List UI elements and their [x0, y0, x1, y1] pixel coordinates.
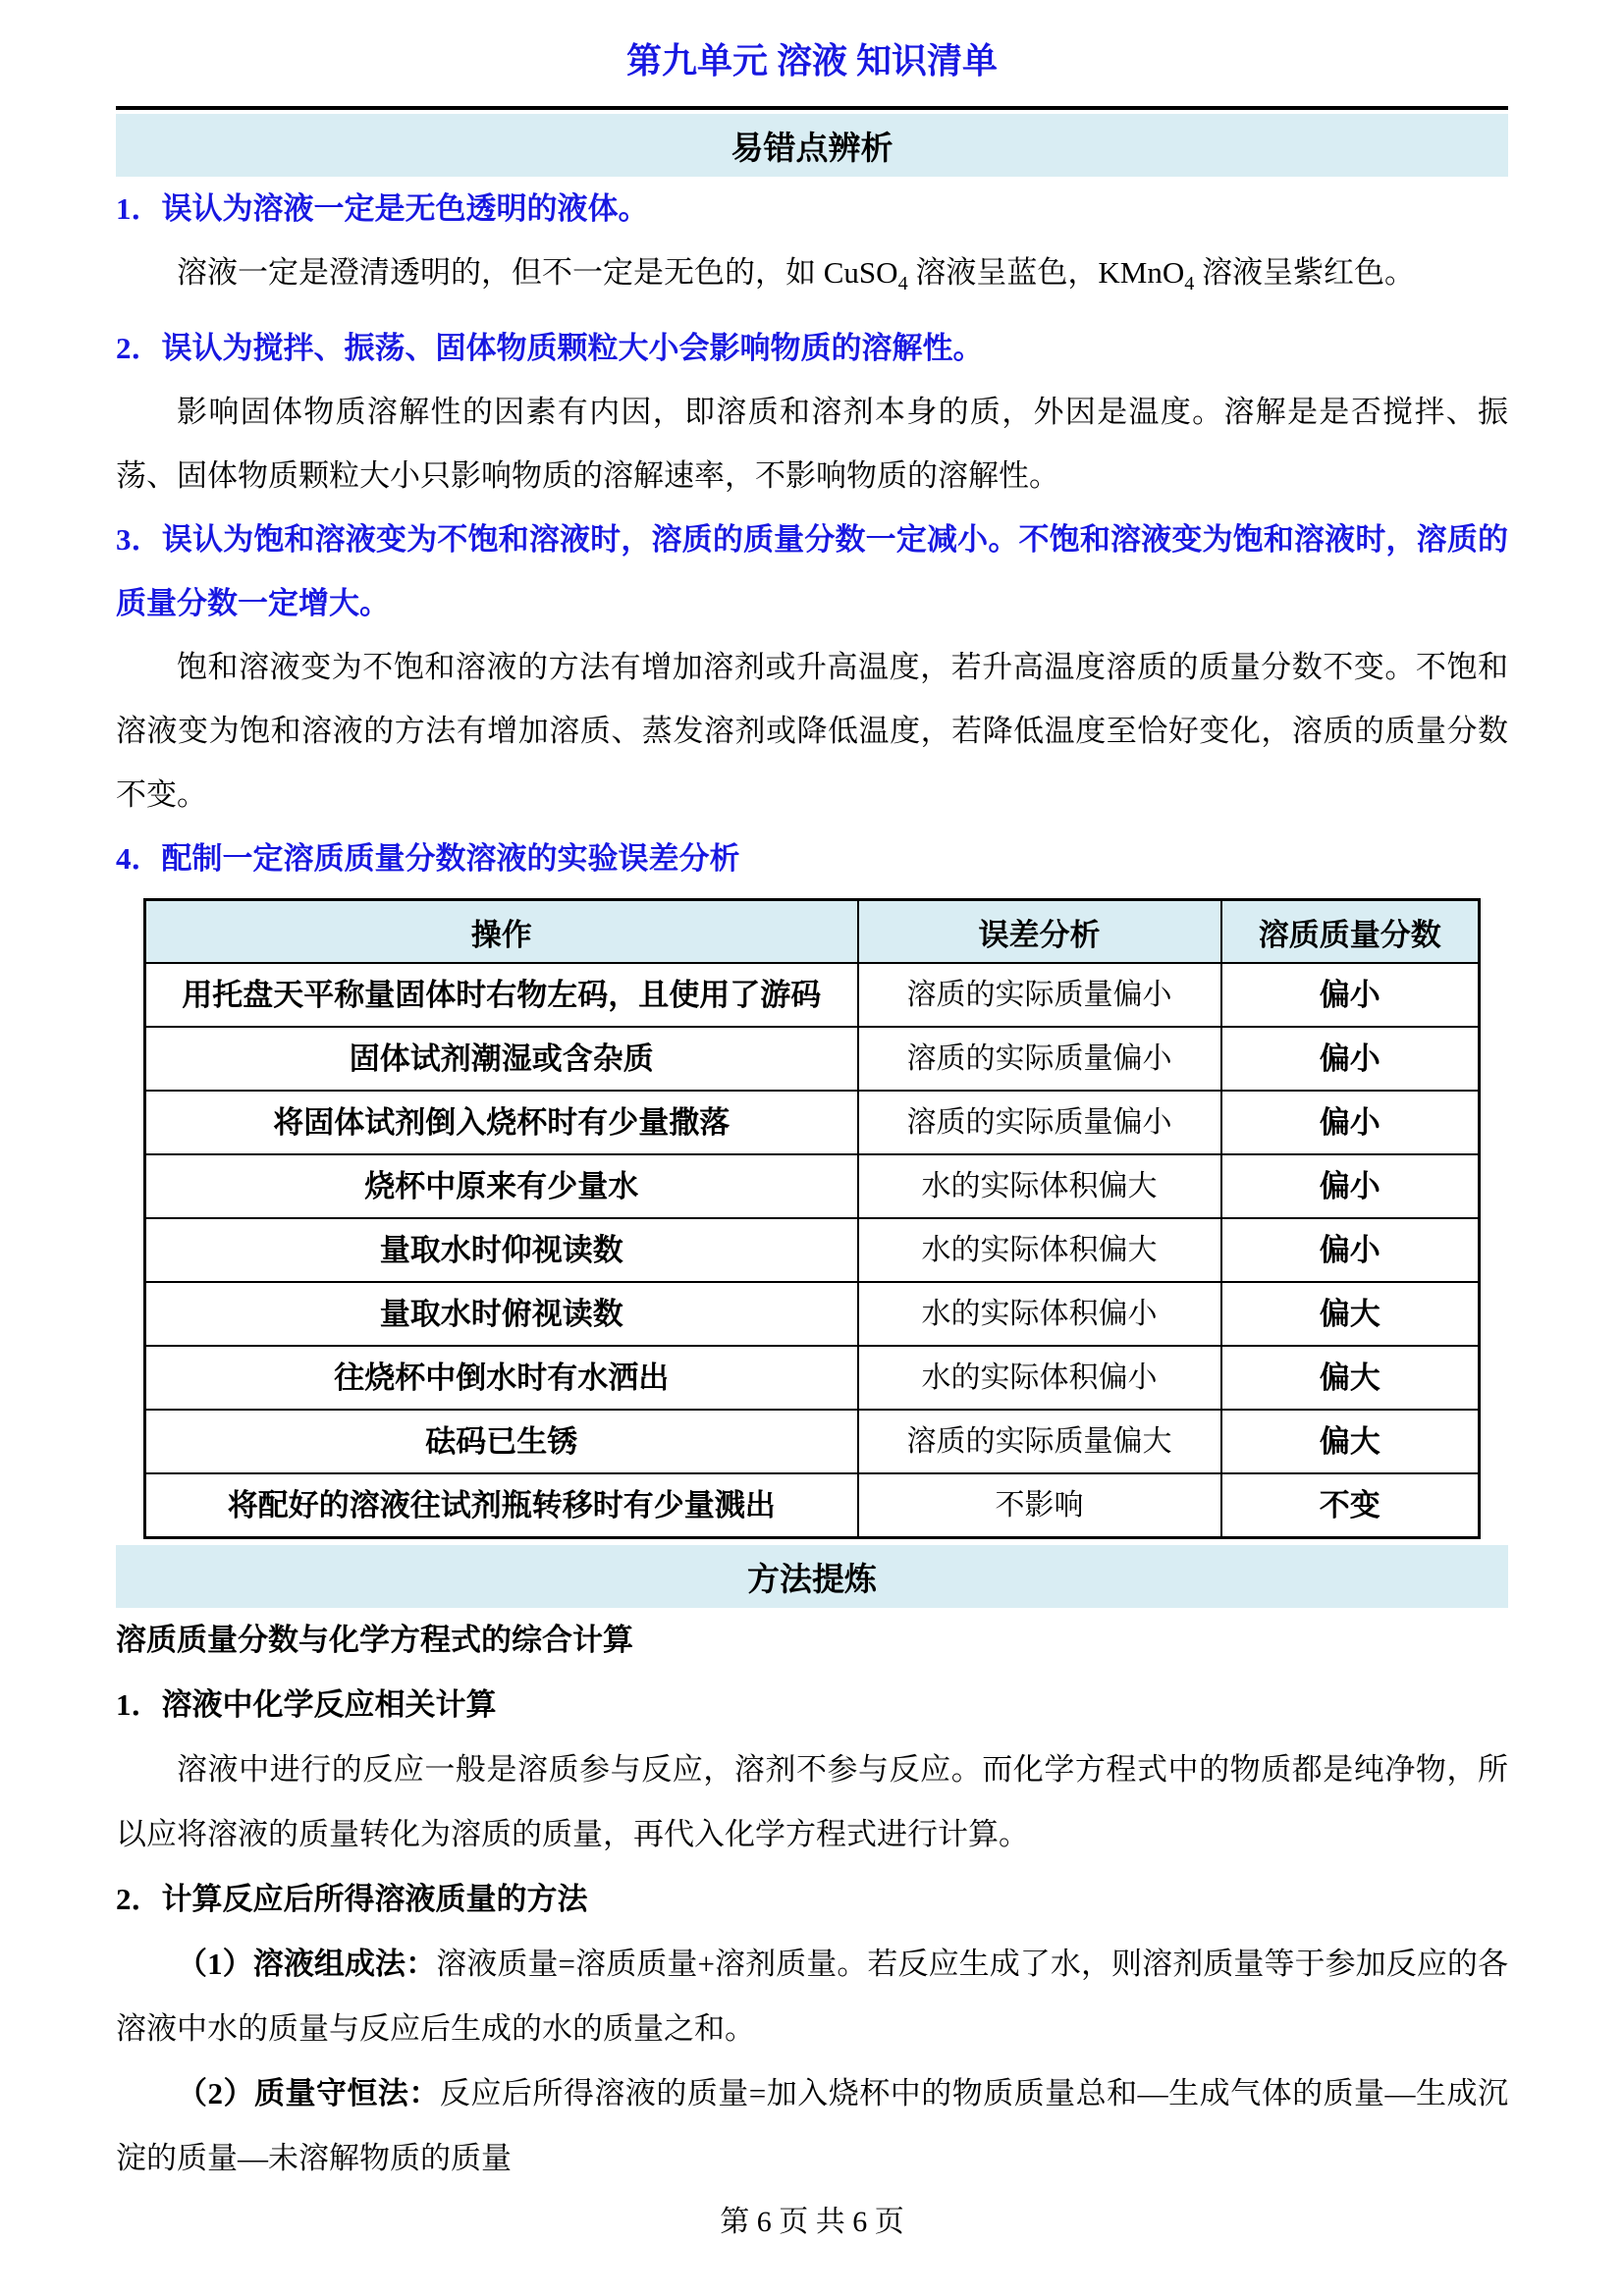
page-footer: 第 6 页 共 6 页 — [720, 2206, 904, 2239]
table-row — [145, 1027, 1480, 1091]
doc-title: 第九单元 溶液 知识清单 — [625, 41, 998, 80]
methods-subheading-2: 2．计算反应后所得溶液质量的方法 — [116, 1882, 588, 1917]
table-header-row — [145, 900, 1480, 964]
section-banner-methods — [116, 1545, 1508, 1608]
header-rule — [116, 106, 1508, 110]
cell-operation: 量取水时俯视读数 — [145, 1282, 858, 1346]
cell-result: 偏大 — [1221, 1282, 1480, 1346]
cell-result: 偏小 — [1221, 1154, 1480, 1218]
mistake-body-1-text-b: 溶液呈蓝色，KMnO — [907, 255, 1185, 290]
error-analysis-table — [143, 898, 1481, 1539]
cell-operation: 烧杯中原来有少量水 — [145, 1154, 858, 1218]
table-row — [145, 1473, 1480, 1538]
section-banner-methods-label: 方法提炼 — [747, 1560, 877, 1597]
mistakes-section — [116, 177, 1508, 890]
table-row — [145, 1154, 1480, 1218]
kmno4-subscript: 4 — [1184, 273, 1195, 295]
methods-title: 溶质质量分数与化学方程式的综合计算 — [116, 1623, 633, 1658]
cell-operation: 用托盘天平称量固体时右物左码，且使用了游码 — [145, 963, 858, 1027]
methods-paragraph-1: 溶液中进行的反应一般是溶质参与反应，溶剂不参与反应。而化学方程式中的物质都是纯净物，所以应将溶液的质量转化为溶质的质量，再代入化学方程式进行计算。 — [116, 1752, 1508, 1852]
table-row — [145, 1346, 1480, 1410]
col-header-error-analysis: 误差分析 — [858, 900, 1221, 964]
cell-result: 偏小 — [1221, 963, 1480, 1027]
cell-result: 偏小 — [1221, 1091, 1480, 1154]
mistake-body-1-text-c: 溶液呈紫红色。 — [1194, 255, 1416, 290]
cell-operation: 将固体试剂倒入烧杯时有少量撒落 — [145, 1091, 858, 1154]
cell-error: 水的实际体积偏大 — [858, 1218, 1221, 1282]
cell-operation: 量取水时仰视读数 — [145, 1218, 858, 1282]
mistake-heading-1: 1．误认为溶液一定是无色透明的液体。 — [116, 191, 649, 226]
methods-subheading-1: 1．溶液中化学反应相关计算 — [116, 1687, 497, 1723]
table-row — [145, 1218, 1480, 1282]
methods-section — [116, 1608, 1508, 2191]
cell-error: 水的实际体积偏大 — [858, 1154, 1221, 1218]
mistake-body-2: 影响固体物质溶解性的因素有内因，即溶质和溶剂本身的质，外因是温度。溶解是是否搅拌、振荡、固体物质颗粒大小只影响物质的溶解速率，不影响物质的溶解性。 — [116, 395, 1508, 494]
col-header-operation: 操作 — [145, 900, 858, 964]
error-table-header — [145, 900, 1480, 964]
cell-result: 偏小 — [1221, 1027, 1480, 1091]
cuso4-subscript: 4 — [897, 273, 908, 295]
method-1-label: （1）溶液组成法： — [177, 1947, 437, 1982]
mistake-heading-4: 4．配制一定溶质质量分数溶液的实验误差分析 — [116, 841, 740, 877]
cell-error: 溶质的实际质量偏小 — [858, 963, 1221, 1027]
cell-operation: 固体试剂潮湿或含杂质 — [145, 1027, 858, 1091]
method-1-paragraph — [116, 1932, 1508, 2061]
method-1-text: 溶液质量=溶质质量+溶剂质量。若反应生成了水，则溶剂质量等于参加反应的各溶液中水的质量与反应后生成的水的质量之和。 — [116, 1947, 1509, 2047]
table-row — [145, 1410, 1480, 1473]
cell-error: 水的实际体积偏小 — [858, 1346, 1221, 1410]
error-table-body — [145, 963, 1480, 1538]
cell-error: 不影响 — [858, 1473, 1221, 1538]
cell-result: 偏大 — [1221, 1410, 1480, 1473]
col-header-mass-fraction: 溶质质量分数 — [1221, 900, 1480, 964]
cell-operation: 将配好的溶液往试剂瓶转移时有少量溅出 — [145, 1473, 858, 1538]
table-row — [145, 1282, 1480, 1346]
mistake-body-1 — [116, 240, 1508, 316]
cell-result: 不变 — [1221, 1473, 1480, 1538]
mistake-body-1-text-a: 溶液一定是澄清透明的，但不一定是无色的，如 CuSO — [177, 255, 898, 290]
section-banner-mistakes-label: 易错点辨析 — [731, 129, 893, 166]
cell-operation: 往烧杯中倒水时有水洒出 — [145, 1346, 858, 1410]
method-2-text: 反应后所得溶液的质量=加入烧杯中的物质质量总和—生成气体的质量—生成沉淀的质量—未溶解物质的质量 — [116, 2076, 1509, 2176]
cell-result: 偏小 — [1221, 1218, 1480, 1282]
mistake-body-3: 饱和溶液变为不饱和溶液的方法有增加溶剂或升高温度，若升高温度溶质的质量分数不变。不饱和溶液变为饱和溶液的方法有增加溶质、蒸发溶剂或降低温度，若降低温度至恰好变化，溶质的质量分数不变。 — [116, 650, 1508, 813]
table-row — [145, 1091, 1480, 1154]
cell-error: 溶质的实际质量偏小 — [858, 1027, 1221, 1091]
cell-error: 水的实际体积偏小 — [858, 1282, 1221, 1346]
cell-operation: 砝码已生锈 — [145, 1410, 858, 1473]
table-row — [145, 963, 1480, 1027]
cell-error: 溶质的实际质量偏小 — [858, 1091, 1221, 1154]
method-2-paragraph — [116, 2061, 1508, 2191]
cell-error: 溶质的实际质量偏大 — [858, 1410, 1221, 1473]
method-2-label: （2）质量守恒法： — [177, 2076, 440, 2111]
mistake-heading-2: 2．误认为搅拌、振荡、固体物质颗粒大小会影响物质的溶解性。 — [116, 331, 984, 366]
section-banner-mistakes — [116, 114, 1508, 177]
mistake-heading-3: 3．误认为饱和溶液变为不饱和溶液时，溶质的质量分数一定减小。不饱和溶液变为饱和溶液时，溶质的质量分数一定增大。 — [116, 522, 1508, 621]
cell-result: 偏大 — [1221, 1346, 1480, 1410]
